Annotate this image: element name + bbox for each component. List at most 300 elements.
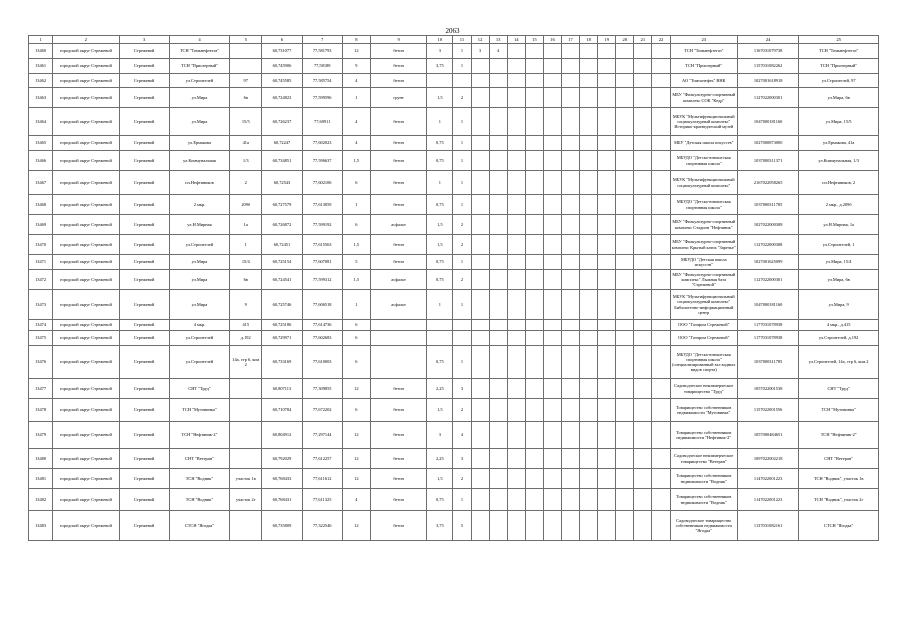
table-cell: Садоводческое некоммерческое товарищество "Труд" xyxy=(670,379,737,399)
table-cell xyxy=(616,399,634,422)
table-cell xyxy=(543,399,561,422)
table-cell: 60,726237 xyxy=(262,108,302,136)
table-cell: ул.Мира, 6в xyxy=(799,88,879,108)
table-cell xyxy=(652,449,670,469)
table-cell xyxy=(489,270,507,290)
table-cell: Стрежевой xyxy=(119,59,169,74)
table-cell xyxy=(652,171,670,195)
table-cell: 1 xyxy=(453,108,471,136)
table-cell xyxy=(616,290,634,320)
table-cell: 13477 xyxy=(29,379,53,399)
table-cell xyxy=(489,331,507,346)
table-cell: МБУ "Физкультурно-спортивный комплекс Стадион "Нефтяник" xyxy=(670,215,737,235)
table-cell xyxy=(616,171,634,195)
table-cell xyxy=(525,379,543,399)
table-cell xyxy=(580,331,598,346)
table-cell xyxy=(580,108,598,136)
table-cell: 209б xyxy=(230,195,262,215)
table-cell: 6в xyxy=(230,88,262,108)
table-cell: 14а, стр 6, ком 2 xyxy=(230,346,262,379)
table-cell: ул.Ермакова xyxy=(169,136,229,151)
table-cell: городской округ Стрежевой xyxy=(53,290,119,320)
table-cell: 3,75 xyxy=(427,59,453,74)
table-cell xyxy=(652,422,670,449)
table-cell xyxy=(471,290,489,320)
table-cell xyxy=(634,290,652,320)
table-cell: 60,729971 xyxy=(262,331,302,346)
table-cell: 1 xyxy=(453,195,471,215)
table-cell: Стрежевой xyxy=(119,399,169,422)
table-cell xyxy=(507,136,525,151)
table-cell: 1 xyxy=(453,44,471,59)
table-cell: 60,727579 xyxy=(262,195,302,215)
table-cell: ул.Мира xyxy=(169,88,229,108)
table-cell xyxy=(580,195,598,215)
table-cell xyxy=(561,469,579,489)
table-cell: бетон xyxy=(370,379,426,399)
table-cell: 1 xyxy=(453,171,471,195)
column-number: 15 xyxy=(525,36,543,44)
table-cell: 6 xyxy=(342,215,370,235)
table-cell xyxy=(580,44,598,59)
table-cell xyxy=(543,136,561,151)
table-cell: 0,75 xyxy=(427,136,453,151)
table-cell: 2167022058265 xyxy=(737,171,798,195)
table-cell xyxy=(616,136,634,151)
table-row xyxy=(29,74,879,88)
table-cell: 60,710784 xyxy=(262,399,302,422)
table-cell xyxy=(652,195,670,215)
table-cell xyxy=(652,399,670,422)
table-cell: 2,25 xyxy=(427,449,453,469)
table-cell: ТСН "Приозерный" xyxy=(799,59,879,74)
table-cell: 2 xyxy=(230,171,262,195)
table-cell xyxy=(471,379,489,399)
table-cell xyxy=(525,44,543,59)
column-number: 8 xyxy=(342,36,370,44)
table-cell: 41а xyxy=(230,136,262,151)
table-cell xyxy=(652,270,670,290)
table-cell xyxy=(507,422,525,449)
table-cell xyxy=(561,346,579,379)
table-cell xyxy=(616,449,634,469)
table-cell: городской округ Стрежевой xyxy=(53,235,119,255)
table-cell xyxy=(489,59,507,74)
table-cell: ТСН "Нефтяник-2" xyxy=(799,422,879,449)
table-cell: ул.Строителей xyxy=(169,346,229,379)
table-cell xyxy=(471,88,489,108)
table-cell: 2 мкр. xyxy=(169,195,229,215)
table-cell: 1157022001556 xyxy=(737,399,798,422)
table-cell xyxy=(525,399,543,422)
table-cell xyxy=(507,151,525,171)
table-cell xyxy=(507,215,525,235)
table-cell: Товарищество собственников недвижимости "Мутовинка" xyxy=(670,399,737,422)
table-cell xyxy=(561,136,579,151)
table-cell: Стрежевой xyxy=(119,44,169,59)
table-cell xyxy=(525,235,543,255)
table-cell: 97 xyxy=(230,74,262,88)
table-cell xyxy=(616,331,634,346)
table-cell xyxy=(616,195,634,215)
table-cell: 1,5 xyxy=(427,399,453,422)
table-cell: городской округ Стрежевой xyxy=(53,255,119,270)
table-cell: 13461 xyxy=(29,59,53,74)
table-cell: городской округ Стрежевой xyxy=(53,346,119,379)
table-cell: 1 xyxy=(453,136,471,151)
table-cell xyxy=(507,195,525,215)
table-cell xyxy=(543,215,561,235)
table-cell xyxy=(525,136,543,151)
table-cell: 5 xyxy=(342,255,370,270)
table-cell: 77,60911 xyxy=(302,108,342,136)
table-cell xyxy=(580,290,598,320)
table-cell xyxy=(561,235,579,255)
table-cell: бетон xyxy=(370,255,426,270)
table-cell xyxy=(507,270,525,290)
table-cell xyxy=(634,399,652,422)
table-cell xyxy=(652,511,670,541)
table-cell: 1 xyxy=(427,290,453,320)
table-cell: бетон xyxy=(370,59,426,74)
table-cell: 13480 xyxy=(29,449,53,469)
table-cell xyxy=(507,320,525,331)
table-cell xyxy=(561,108,579,136)
table-cell: асфальт xyxy=(370,215,426,235)
table-cell: 13483 xyxy=(29,511,53,541)
table-cell xyxy=(543,290,561,320)
table-cell xyxy=(561,74,579,88)
table-cell: асфальт xyxy=(370,270,426,290)
table-cell xyxy=(652,346,670,379)
table-cell xyxy=(634,379,652,399)
table-cell: 60,726872 xyxy=(262,215,302,235)
table-cell xyxy=(634,136,652,151)
table-cell: 1147022001223 xyxy=(737,469,798,489)
table-cell xyxy=(652,215,670,235)
table-cell: асфальт xyxy=(370,290,426,320)
table-cell: ул.Мира xyxy=(169,255,229,270)
table-cell: 1047000181160 xyxy=(737,290,798,320)
table-cell: ул.Мира xyxy=(169,108,229,136)
table-cell xyxy=(580,88,598,108)
table-cell: МБУ "Детская школа искусств" xyxy=(670,136,737,151)
table-cell: 13479 xyxy=(29,422,53,449)
table-cell xyxy=(230,511,262,541)
table-cell: городской округ Стрежевой xyxy=(53,270,119,290)
table-cell xyxy=(616,255,634,270)
table-cell xyxy=(561,59,579,74)
table-cell: ул.Строителей xyxy=(169,74,229,88)
table-cell xyxy=(652,151,670,171)
column-number: 4 xyxy=(169,36,229,44)
table-cell xyxy=(489,235,507,255)
table-cell xyxy=(634,346,652,379)
table-cell: ТСН "Томьнефтегаз" xyxy=(670,44,737,59)
table-cell: 1037000311371 xyxy=(737,151,798,171)
table-cell xyxy=(230,399,262,422)
table-cell: 77,602106 xyxy=(302,171,342,195)
column-number: 7 xyxy=(302,36,342,44)
table-cell: Стрежевой xyxy=(119,136,169,151)
table-cell: бетон xyxy=(370,44,426,59)
table-cell: 60,725154 xyxy=(262,255,302,270)
column-number: 9 xyxy=(370,36,426,44)
table-cell: 77,596637 xyxy=(302,151,342,171)
table-cell: бетон xyxy=(370,449,426,469)
table-cell: 1 xyxy=(230,235,262,255)
table-cell xyxy=(471,171,489,195)
table-cell xyxy=(471,320,489,331)
table-cell xyxy=(489,255,507,270)
table-cell xyxy=(489,74,507,88)
table-cell: 60,804912 xyxy=(262,422,302,449)
table-cell: МБУ "Физкультурно-спортивный комплекс СОК "Кедр" xyxy=(670,88,737,108)
table-cell: ул.Ермакова, 41а xyxy=(799,136,879,151)
table-cell: ТСН "Водник" xyxy=(169,469,229,489)
table-cell: 13468 xyxy=(29,195,53,215)
table-cell xyxy=(525,151,543,171)
table-cell: 0,75 xyxy=(427,489,453,511)
table-cell xyxy=(561,270,579,290)
table-cell xyxy=(580,489,598,511)
column-number: 13 xyxy=(489,36,507,44)
table-row xyxy=(29,346,879,379)
table-cell xyxy=(230,422,262,449)
table-cell xyxy=(525,171,543,195)
table-cell: 77,672202 xyxy=(302,399,342,422)
table-cell xyxy=(489,215,507,235)
table-cell: Стрежевой xyxy=(119,195,169,215)
table-cell: Стрежевой xyxy=(119,489,169,511)
table-row xyxy=(29,171,879,195)
table-cell: 1027000873000 xyxy=(737,136,798,151)
table-cell xyxy=(471,511,489,541)
table-cell: 77,606518 xyxy=(302,290,342,320)
table-cell xyxy=(489,88,507,108)
table-cell: бетон xyxy=(370,74,426,88)
table-cell: 1 xyxy=(453,346,471,379)
table-cell xyxy=(507,379,525,399)
table-cell: 77,599312 xyxy=(302,270,342,290)
table-cell xyxy=(543,511,561,541)
column-number: 23 xyxy=(670,36,737,44)
table-cell: Стрежевой xyxy=(119,235,169,255)
table-cell xyxy=(525,331,543,346)
column-number: 18 xyxy=(580,36,598,44)
table-cell xyxy=(616,44,634,59)
table-cell: ул.Мира, 15/5 xyxy=(799,108,879,136)
table-cell xyxy=(525,195,543,215)
table-cell: Стрежевой xyxy=(119,108,169,136)
table-cell xyxy=(634,422,652,449)
table-cell xyxy=(561,511,579,541)
table-cell: 1127022000308 xyxy=(737,235,798,255)
table-cell xyxy=(507,171,525,195)
table-cell: 2 xyxy=(453,469,471,489)
table-cell xyxy=(652,469,670,489)
column-number: 20 xyxy=(616,36,634,44)
column-number: 17 xyxy=(561,36,579,44)
table-cell: Стрежевой xyxy=(119,331,169,346)
table-cell xyxy=(652,489,670,511)
table-cell xyxy=(634,74,652,88)
column-number: 22 xyxy=(652,36,670,44)
table-cell: городской округ Стрежевой xyxy=(53,59,119,74)
table-cell xyxy=(525,449,543,469)
table-cell xyxy=(598,136,616,151)
table-row xyxy=(29,215,879,235)
table-cell xyxy=(489,195,507,215)
column-number-row xyxy=(29,36,879,44)
table-cell: бетон xyxy=(370,489,426,511)
table-cell: бетон xyxy=(370,195,426,215)
table-cell: МБУДО "Детско-юношеская спортивная школа" xyxy=(670,151,737,171)
table-cell: 13469 xyxy=(29,215,53,235)
table-cell: 1,5 xyxy=(427,469,453,489)
table-cell: 13476 xyxy=(29,346,53,379)
table-cell: Стрежевой xyxy=(119,469,169,489)
table-cell: 13474 xyxy=(29,320,53,331)
table-cell: 13471 xyxy=(29,255,53,270)
table-cell xyxy=(598,320,616,331)
table-cell xyxy=(471,255,489,270)
table-cell xyxy=(525,108,543,136)
table-cell xyxy=(489,489,507,511)
table-cell xyxy=(525,290,543,320)
table-cell: Стрежевой xyxy=(119,151,169,171)
table-cell xyxy=(471,235,489,255)
table-cell xyxy=(616,320,634,331)
table-cell: АО "Томскнефть" ВНК xyxy=(670,74,737,88)
table-cell xyxy=(543,59,561,74)
table-cell: 9 xyxy=(342,59,370,74)
table-cell xyxy=(652,59,670,74)
table-cell: 2 xyxy=(453,399,471,422)
table-cell xyxy=(561,88,579,108)
table-cell: Стрежевой xyxy=(119,215,169,235)
table-cell xyxy=(543,331,561,346)
table-cell xyxy=(598,44,616,59)
table-cell xyxy=(525,469,543,489)
table-cell xyxy=(489,151,507,171)
table-cell: Стрежевой xyxy=(119,511,169,541)
table-cell: 77,614736 xyxy=(302,320,342,331)
table-cell: 77,309855 xyxy=(302,379,342,399)
table-cell xyxy=(561,195,579,215)
table-cell xyxy=(525,88,543,108)
table-cell: 60,724541 xyxy=(262,270,302,290)
table-cell xyxy=(616,74,634,88)
table-cell: 2 xyxy=(453,235,471,255)
table-cell: 1,5 xyxy=(427,235,453,255)
table-cell xyxy=(652,320,670,331)
table-cell xyxy=(543,88,561,108)
table-cell: 3 xyxy=(427,422,453,449)
table-row xyxy=(29,320,879,331)
table-row xyxy=(29,151,879,171)
table-cell xyxy=(543,489,561,511)
table-cell: 1,5 xyxy=(342,235,370,255)
table-cell: 0,75 xyxy=(427,255,453,270)
table-cell xyxy=(471,399,489,422)
table-cell: ТСН "Мутовинка" xyxy=(169,399,229,422)
table-cell xyxy=(598,151,616,171)
table-cell xyxy=(616,346,634,379)
table-row xyxy=(29,469,879,489)
table-cell: Стрежевой xyxy=(119,449,169,469)
table-cell xyxy=(616,270,634,290)
table-cell: ул.Строителей xyxy=(169,331,229,346)
table-cell: 1/3 xyxy=(230,151,262,171)
table-cell xyxy=(489,171,507,195)
table-cell xyxy=(616,235,634,255)
table-cell: бетон xyxy=(370,108,426,136)
table-cell: 12 xyxy=(342,44,370,59)
table-cell xyxy=(489,290,507,320)
column-number: 5 xyxy=(230,36,262,44)
table-cell: городской округ Стрежевой xyxy=(53,195,119,215)
table-cell xyxy=(634,171,652,195)
table-cell: городской округ Стрежевой xyxy=(53,136,119,151)
column-number: 21 xyxy=(634,36,652,44)
table-cell: 6 xyxy=(342,320,370,331)
table-cell: ул.Строителей, 97 xyxy=(799,74,879,88)
table-cell xyxy=(616,151,634,171)
table-cell: 1,5 xyxy=(342,270,370,290)
table-cell xyxy=(507,449,525,469)
table-cell: 1,5 xyxy=(427,88,453,108)
column-number: 6 xyxy=(262,36,302,44)
table-cell: 1 xyxy=(342,195,370,215)
column-number: 25 xyxy=(799,36,879,44)
table-cell: 1147022001223 xyxy=(737,489,798,511)
table-cell: Стрежевой xyxy=(119,320,169,331)
table-cell: 77,297144 xyxy=(302,422,342,449)
table-cell xyxy=(634,489,652,511)
table-cell xyxy=(634,270,652,290)
table-cell xyxy=(580,449,598,469)
table-cell: бетон xyxy=(370,171,426,195)
table-cell xyxy=(561,290,579,320)
table-cell: 77,612257 xyxy=(302,449,342,469)
table-cell: МБУДО "Детская школа искусств" xyxy=(670,255,737,270)
table-cell: 13475 xyxy=(29,331,53,346)
table-cell: городской округ Стрежевой xyxy=(53,88,119,108)
column-number: 1 xyxy=(29,36,53,44)
table-cell: 60,768433 xyxy=(262,469,302,489)
table-cell: 6 xyxy=(342,399,370,422)
table-cell: 4 xyxy=(342,74,370,88)
table-cell xyxy=(525,346,543,379)
table-cell xyxy=(634,108,652,136)
table-cell xyxy=(652,74,670,88)
table-cell xyxy=(616,379,634,399)
table-cell xyxy=(561,379,579,399)
table-cell: 15/4 xyxy=(230,255,262,270)
column-number: 2 xyxy=(53,36,119,44)
table-cell: СТСН "Ягодка" xyxy=(169,511,229,541)
table-cell: 2,25 xyxy=(427,379,453,399)
table-cell: 13465 xyxy=(29,136,53,151)
table-cell xyxy=(507,346,525,379)
table-cell xyxy=(507,399,525,422)
table-cell xyxy=(489,449,507,469)
table-cell xyxy=(598,59,616,74)
table-cell: 6 xyxy=(342,331,370,346)
table-cell xyxy=(598,88,616,108)
table-cell xyxy=(652,331,670,346)
